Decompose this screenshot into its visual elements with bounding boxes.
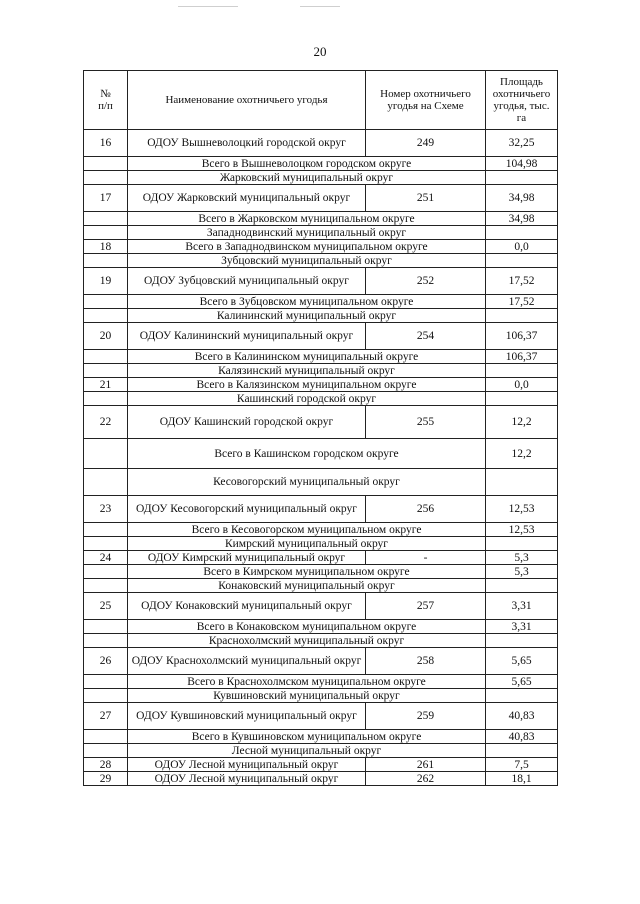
row-scheme-number: 252 [366,268,486,295]
row-area: 17,52 [486,268,558,295]
section-label: Западнодвинский муниципальный округ [128,226,486,240]
total-label: Всего в Краснохолмском муниципальном округе [128,675,486,689]
section-number-cell [84,309,128,323]
total-row [84,378,558,392]
section-label: Краснохолмский муниципальный округ [128,634,486,648]
row-scheme-number: 249 [366,130,486,157]
section-area-cell [486,634,558,648]
section-label: Кимрский муниципальный округ [128,537,486,551]
row-scheme-number: 257 [366,593,486,620]
section-area-cell [486,689,558,703]
row-name: ОДОУ Лесной муниципальный округ [128,758,366,772]
section-area-cell [486,226,558,240]
total-label: Всего в Жарковском муниципальном округе [128,212,486,226]
total-label: Всего в Кувшиновском муниципальном округе [128,730,486,744]
row-area: 3,31 [486,593,558,620]
section-row [84,309,558,323]
row-area: 12,53 [486,496,558,523]
page-number: 20 [313,44,327,59]
row-number: 28 [84,758,128,772]
section-area-cell [486,579,558,593]
scan-artifact-mark [178,6,238,7]
row-name: ОДОУ Кимрский муниципальный округ [128,551,366,565]
table-row [84,185,558,212]
total-label: Всего в Калининском муниципальный округе [128,350,486,364]
table-row [84,648,558,675]
row-name: ОДОУ Конаковский муниципальный округ [128,593,366,620]
total-row [84,157,558,171]
scan-artifact-mark [300,6,340,7]
section-row [84,171,558,185]
table-row [84,268,558,295]
total-number-cell [84,523,128,537]
table-header-row [84,71,558,130]
section-number-cell [84,469,128,496]
row-area: 40,83 [486,703,558,730]
header-area: Площадь охотничьего угодья, тыс. га [486,71,558,130]
table-row [84,758,558,772]
total-area: 40,83 [486,730,558,744]
total-area: 104,98 [486,157,558,171]
row-area: 34,98 [486,185,558,212]
section-label: Конаковский муниципальный округ [128,579,486,593]
row-number: 19 [84,268,128,295]
total-row [84,523,558,537]
section-label: Кашинский городской округ [128,392,486,406]
section-area-cell [486,254,558,268]
table-row [84,496,558,523]
section-area-cell [486,309,558,323]
row-name: ОДОУ Калининский муниципальный округ [128,323,366,350]
row-area: 106,37 [486,323,558,350]
row-scheme-number: 258 [366,648,486,675]
header-scheme-number: Номер охотничьего угодья на Схеме [366,71,486,130]
header-name: Наименование охотничьего угодья [128,71,366,130]
hunting-grounds-table [83,70,558,786]
section-row [84,392,558,406]
table-row [84,130,558,157]
table-row [84,593,558,620]
row-number: 23 [84,496,128,523]
row-area: 32,25 [486,130,558,157]
row-area: 18,1 [486,772,558,786]
section-number-cell [84,226,128,240]
total-row [84,350,558,364]
total-label: Всего в Кесовогорском муниципальном округе [128,523,486,537]
row-number: 22 [84,406,128,439]
section-area-cell [486,537,558,551]
total-row [84,439,558,469]
row-number: 17 [84,185,128,212]
total-area: 106,37 [486,350,558,364]
total-row [84,295,558,309]
section-area-cell [486,469,558,496]
section-row [84,579,558,593]
section-row [84,537,558,551]
row-name: ОДОУ Кашинский городской округ [128,406,366,439]
row-name: ОДОУ Кесовогорский муниципальный округ [128,496,366,523]
total-label: Всего в Калязинском муниципальном округе [128,378,486,392]
total-number-cell [84,730,128,744]
total-label: Всего в Зубцовском муниципальном округе [128,295,486,309]
total-number-cell [84,350,128,364]
total-number-cell [84,620,128,634]
section-row [84,469,558,496]
total-row [84,620,558,634]
section-number-cell [84,634,128,648]
total-row [84,730,558,744]
row-name: ОДОУ Жарковский муниципальный округ [128,185,366,212]
section-row [84,226,558,240]
section-area-cell [486,392,558,406]
section-label: Жарковский муниципальный округ [128,171,486,185]
total-label: Всего в Вышневолоцком городском округе [128,157,486,171]
row-scheme-number: 261 [366,758,486,772]
row-area: 5,65 [486,648,558,675]
row-scheme-number: 254 [366,323,486,350]
total-area: 0,0 [486,240,558,254]
table-row [84,406,558,439]
table-row [84,772,558,786]
table-row [84,323,558,350]
section-number-cell [84,254,128,268]
total-area: 12,53 [486,523,558,537]
row-scheme-number: 255 [366,406,486,439]
section-number-cell [84,392,128,406]
table-row [84,703,558,730]
total-area: 0,0 [486,378,558,392]
section-number-cell [84,744,128,758]
total-row [84,240,558,254]
section-label: Калязинский муниципальный округ [128,364,486,378]
total-number-cell [84,565,128,579]
section-area-cell [486,744,558,758]
section-label: Кесовогорский муниципальный округ [128,469,486,496]
total-label: Всего в Кимрском муниципальном округе [128,565,486,579]
total-row [84,565,558,579]
row-scheme-number: 262 [366,772,486,786]
total-label: Всего в Западнодвинском муниципальном округе [128,240,486,254]
total-row [84,675,558,689]
total-area: 3,31 [486,620,558,634]
section-row [84,254,558,268]
section-number-cell [84,171,128,185]
row-area: 5,3 [486,551,558,565]
total-number-cell [84,439,128,469]
section-row [84,689,558,703]
total-area: 12,2 [486,439,558,469]
row-area: 7,5 [486,758,558,772]
section-area-cell [486,171,558,185]
total-label: Всего в Кашинском городском округе [128,439,486,469]
total-area: 5,65 [486,675,558,689]
row-number: 21 [84,378,128,392]
row-scheme-number: 251 [366,185,486,212]
total-number-cell [84,675,128,689]
header-number: № п/п [84,71,128,130]
section-label: Зубцовский муниципальный округ [128,254,486,268]
row-number: 29 [84,772,128,786]
row-number: 26 [84,648,128,675]
section-label: Лесной муниципальный округ [128,744,486,758]
row-scheme-number: - [366,551,486,565]
row-name: ОДОУ Краснохолмский муниципальный округ [128,648,366,675]
row-name: ОДОУ Кувшиновский муниципальный округ [128,703,366,730]
row-name: ОДОУ Зубцовский муниципальный округ [128,268,366,295]
total-label: Всего в Конаковском муниципальном округе [128,620,486,634]
row-name: ОДОУ Лесной муниципальный округ [128,772,366,786]
section-number-cell [84,537,128,551]
row-number: 25 [84,593,128,620]
section-row [84,634,558,648]
section-row [84,744,558,758]
section-row [84,364,558,378]
total-number-cell [84,157,128,171]
row-number: 27 [84,703,128,730]
section-label: Кувшиновский муниципальный округ [128,689,486,703]
section-number-cell [84,689,128,703]
row-area: 12,2 [486,406,558,439]
row-number: 20 [84,323,128,350]
section-label: Калининский муниципальный округ [128,309,486,323]
row-number: 18 [84,240,128,254]
section-area-cell [486,364,558,378]
row-number: 24 [84,551,128,565]
total-area: 17,52 [486,295,558,309]
row-scheme-number: 256 [366,496,486,523]
table-body [84,130,558,786]
section-number-cell [84,579,128,593]
total-number-cell [84,295,128,309]
section-number-cell [84,364,128,378]
row-scheme-number: 259 [366,703,486,730]
table-row [84,551,558,565]
total-row [84,212,558,226]
row-name: ОДОУ Вышневолоцкий городской округ [128,130,366,157]
total-area: 5,3 [486,565,558,579]
row-number: 16 [84,130,128,157]
total-area: 34,98 [486,212,558,226]
total-number-cell [84,212,128,226]
